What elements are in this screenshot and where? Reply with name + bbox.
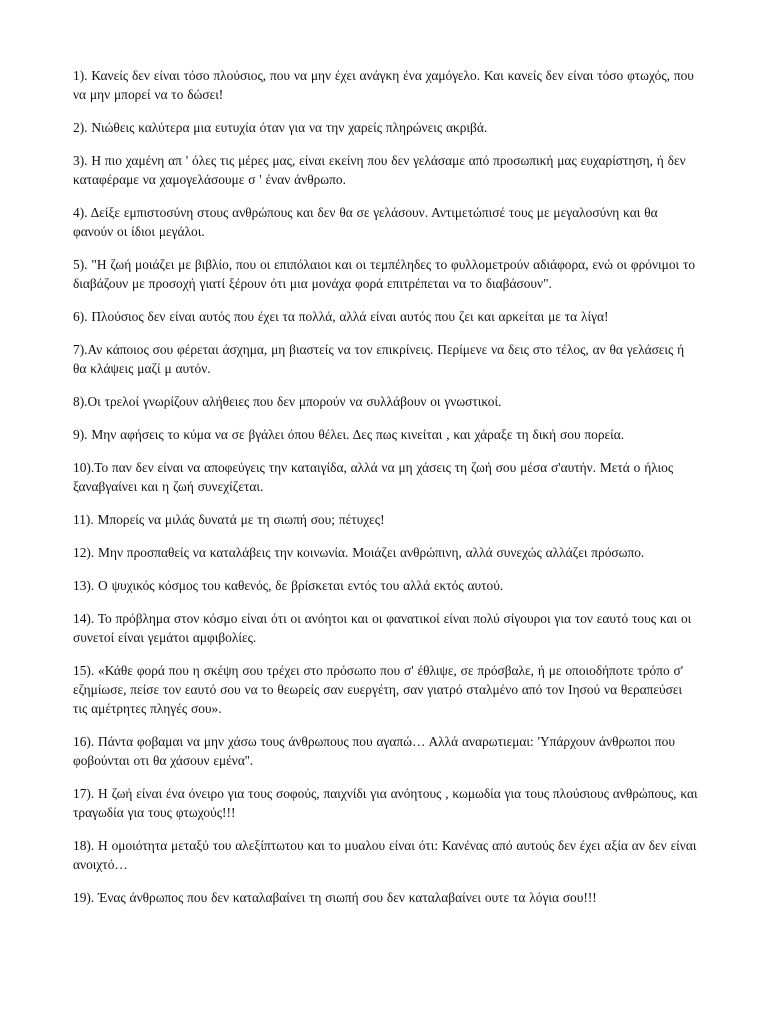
quote-4: 4). Δείξε εμπιστοσύνη στους ανθρώπους και δεν θα σε γελάσουν. Αντιμετώπισέ τους με μεγαλοσύνη και θα φανούν οι ίδιοι μεγάλοι. [73,205,658,239]
quote-11: 11). Μπορείς να μιλάς δυνατά με τη σιωπή σου; πέτυχες! [73,512,385,527]
quote-13: 13). Ο ψυχικός κόσμος του καθενός, δε βρίσκεται εντός του αλλά εκτός αυτού. [73,578,504,593]
quote-10: 10).Το παν δεν είναι να αποφεύγεις την καταιγίδα, αλλά να μη χάσεις τη ζωή σου μέσα σ'αυτήν. Μετά ο ήλιος ξαναβγαίνει και η ζωή συνεχίζεται. [73,460,674,494]
quote-6: 6). Πλούσιος δεν είναι αυτός που έχει τα πολλά, αλλά είναι αυτός που ζει και αρκείται με τα λίγα! [73,309,609,324]
quote-14: 14). Το πρόβλημα στον κόσμο είναι ότι οι ανόητοι και οι φανατικοί είναι πολύ σίγουροι για τον εαυτό τους και οι συνετοί είναι γεμάτοι αμφιβολίες. [73,611,692,645]
quote-3: 3). Η πιο χαμένη απ ' όλες τις μέρες μας, είναι εκείνη που δεν γελάσαμε από προσωπική μας ευχαρίστηση, ή δεν καταφέραμε να χαμογελάσουμε σ ' έναν άνθρωπο. [73,153,686,187]
quote-5: 5). "Η ζωή μοιάζει με βιβλίο, που οι επιπόλαιοι και οι τεμπέληδες το φυλλομετρούν αδιάφορα, ενώ οι φρόνιμοι το διαβάζουν με προσοχή γιατί ξέρουν ότι μια μονάχα φορά επιτρέπεται να το διαβάσουν". [73,257,696,291]
quote-7: 7).Αν κάποιος σου φέρεται άσχημα, μη βιαστείς να τον επικρίνεις. Περίμενε να δεις στο τέλος, αν θα γελάσεις ή θα κλάψεις μαζί μ αυτόν. [73,342,685,376]
quote-17: 17). Η ζωή είναι ένα όνειρο για τους σοφούς, παιχνίδι για ανόητους , κωμωδία για τους πλούσιους ανθρώπους, και τραγωδία για τους φτωχούς!!! [73,786,698,820]
quote-18: 18). Η ομοιότητα μεταξύ του αλεξίπτωτου και το μυαλου είναι ότι: Κανένας από αυτούς δεν έχει αξία αν δεν είναι ανοιχτό… [73,838,697,872]
quote-2: 2). Νιώθεις καλύτερα μια ευτυχία όταν για να την χαρείς πληρώνεις ακριβά. [73,120,488,135]
quote-1: 1). Κανείς δεν είναι τόσο πλούσιος, που να μην έχει ανάγκη ένα χαμόγελο. Και κανείς δεν είναι τόσο φτωχός, που να μην μπορεί να το δώσει! [73,68,694,102]
quote-16: 16). Πάντα φοβαμαι να μην χάσω τους άνθρωπους που αγαπώ… Αλλά αναρωτιεμαι: 'Υπάρχουν άνθρωποι που φοβούνται οτι θα χάσουν εμένα''. [73,734,675,768]
quote-8: 8).Οι τρελοί γνωρίζουν αλήθειες που δεν μπορούν να συλλάβουν οι γνωστικοί. [73,394,502,409]
quote-15: 15). «Κάθε φορά που η σκέψη σου τρέχει στο πρόσωπο που σ' έθλιψε, σε πρόσβαλε, ή με οποιοδήποτε τρόπο σ' εζημίωσε, πείσε τον εαυτό σου να το θεωρείς σαν ευεργέτη, σαν γιατρό σταλμένο από τον Ιησού να θεραπεύσει τις αμέτρητες πληγές σου». [73,663,684,716]
quote-9: 9). Μην αφήσεις το κύμα να σε βγάλει όπου θέλει. Δες πως κινείται , και χάραξε τη δική σου πορεία. [73,427,625,442]
quote-19: 19). Ένας άνθρωπος που δεν καταλαβαίνει τη σιωπή σου δεν καταλαβαίνει ουτε τα λόγια σου!!! [73,890,597,905]
quote-12: 12). Μην προσπαθείς να καταλάβεις την κοινωνία. Μοιάζει ανθρώπινη, αλλά συνεχώς αλλάζει πρόσωπο. [73,545,645,560]
